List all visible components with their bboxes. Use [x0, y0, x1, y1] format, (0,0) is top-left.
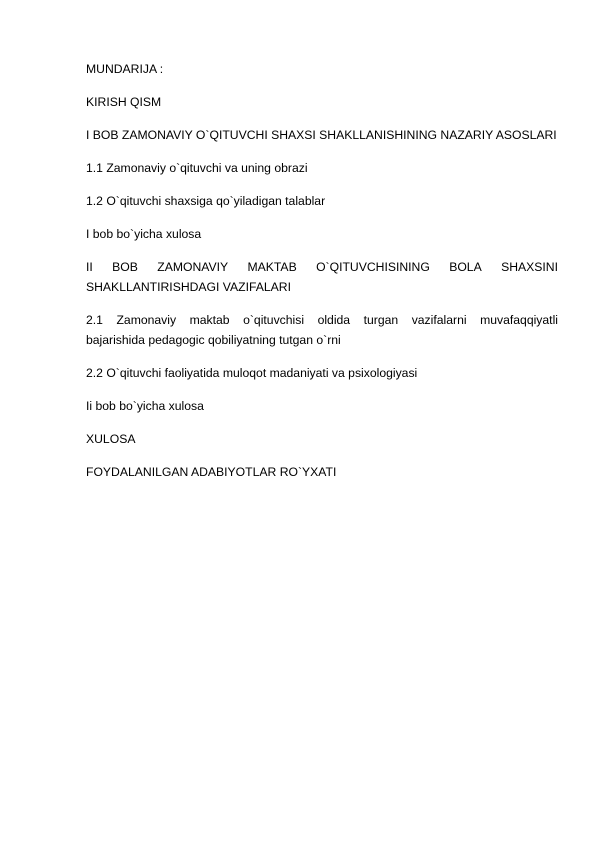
- section-2-1-word: muvafaqqiyatli: [480, 313, 558, 327]
- toc-entry-references: FOYDALANILGAN ADABIYOTLAR RO`YXATI: [86, 465, 337, 479]
- chapter2-title-word: ZAMONAVIY: [157, 260, 229, 274]
- section-2-1-word: vazifalarni: [411, 313, 467, 327]
- toc-entry-chapter1-summary: I bob bo`yicha xulosa: [86, 227, 202, 241]
- chapter2-title-word: SHAXSINI: [501, 260, 558, 274]
- toc-entry-section-2-1: [86, 310, 558, 350]
- section-2-1-word: o`qituvchisi: [243, 313, 305, 327]
- section-2-1-word: maktab: [189, 313, 230, 327]
- chapter2-title-word: BOLA: [449, 260, 482, 274]
- chapter2-title-word: BOB: [112, 260, 138, 274]
- table-of-contents: [86, 59, 558, 495]
- toc-entry-chapter2-summary: Ii bob bo`yicha xulosa: [86, 399, 204, 413]
- section-2-1-word: Zamonaviy: [116, 313, 177, 327]
- section-2-1-line2: bajarishida pedagogic qobiliyatning tutgan o`rni: [86, 333, 341, 347]
- toc-entry-intro: KIRISH QISM: [86, 95, 162, 109]
- toc-entry-chapter1-title: I BOB ZAMONAVIY O`QITUVCHI SHAXSI SHAKLLANISHINING NAZARIY ASOSLARI: [86, 128, 557, 142]
- toc-entry-chapter2-title: [86, 257, 558, 297]
- toc-entry-section-1-1: 1.1 Zamonaviy o`qituvchi va uning obrazi: [86, 161, 308, 175]
- toc-entry-conclusion: XULOSA: [86, 432, 136, 446]
- section-2-1-word: 2.1: [86, 313, 103, 327]
- chapter2-title-word: O`QITUVCHISINING: [316, 260, 430, 274]
- toc-entry-section-2-2: 2.2 O`qituvchi faoliyatida muloqot madaniyati va psixologiyasi: [86, 366, 418, 380]
- chapter2-title-line2: SHAKLLANTIRISHDAGI VAZIFALARI: [86, 280, 291, 294]
- section-2-1-line1: [86, 310, 558, 330]
- chapter2-title-line1: [86, 257, 558, 277]
- toc-heading: MUNDARIJA :: [86, 62, 164, 76]
- section-2-1-word: oldida: [317, 313, 351, 327]
- section-2-1-word: turgan: [363, 313, 399, 327]
- toc-entry-section-1-2: 1.2 O`qituvchi shaxsiga qo`yiladigan talablar: [86, 194, 326, 208]
- chapter2-title-word: II: [86, 260, 93, 274]
- chapter2-title-word: MAKTAB: [247, 260, 297, 274]
